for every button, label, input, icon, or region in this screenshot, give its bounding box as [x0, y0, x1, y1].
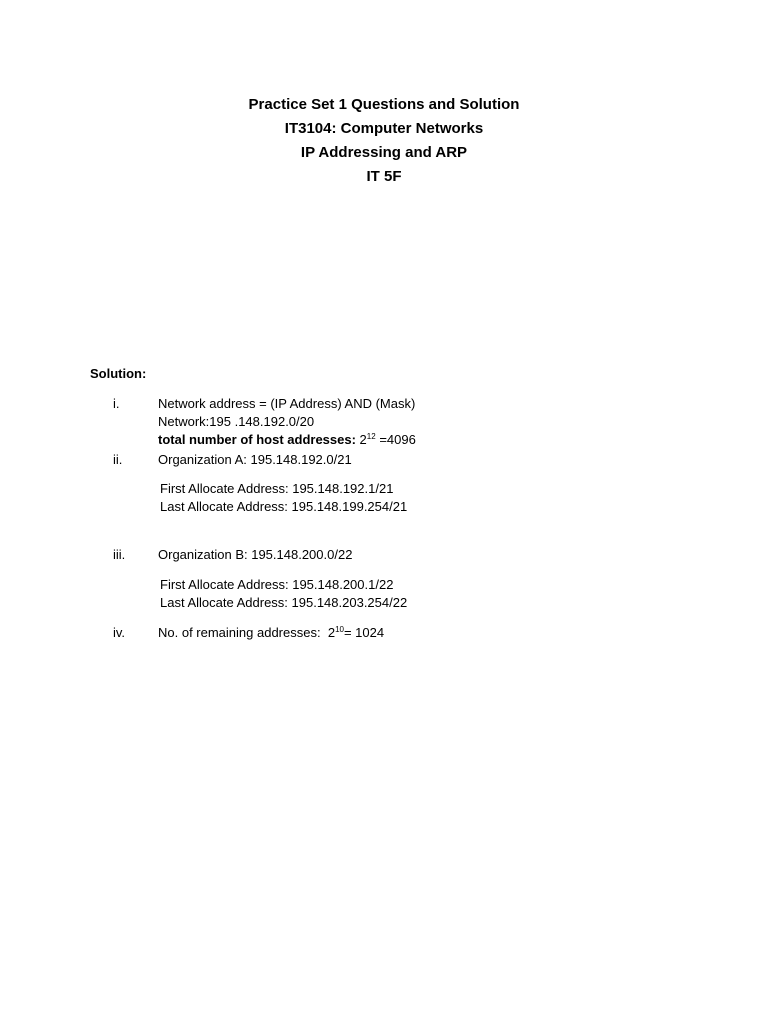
- solution-heading: Solution:: [90, 366, 147, 381]
- item-marker-iii: iii.: [113, 547, 126, 562]
- remaining-addresses-base: 2: [327, 625, 336, 640]
- organization-b: Organization B: 195.148.200.0/22: [158, 547, 353, 562]
- organization-b-first-address: First Allocate Address: 195.148.200.1/22: [160, 577, 394, 592]
- remaining-addresses-line: [158, 624, 384, 642]
- network-address-formula: Network address = (IP Address) AND (Mask): [158, 396, 416, 411]
- organization-a: Organization A: 195.148.192.0/21: [158, 452, 352, 467]
- remaining-addresses-value: = 1024: [343, 625, 385, 640]
- organization-a-first-address: First Allocate Address: 195.148.192.1/21: [160, 481, 394, 496]
- title-line-1: Practice Set 1 Questions and Solution: [248, 96, 520, 113]
- organization-a-last-address: Last Allocate Address: 195.148.199.254/21: [160, 499, 408, 514]
- document-title-block: [0, 93, 768, 189]
- title-line-2: IT3104: Computer Networks: [284, 120, 484, 137]
- host-count-value: =4096: [379, 432, 416, 447]
- item-marker-ii: ii.: [113, 452, 123, 467]
- item-marker-i: i.: [113, 396, 120, 411]
- organization-b-last-address: Last Allocate Address: 195.148.203.254/22: [160, 595, 408, 610]
- host-count-label: total number of host addresses:: [158, 432, 356, 447]
- title-line-3: IP Addressing and ARP: [300, 144, 468, 161]
- title-line-4: IT 5F: [366, 168, 402, 185]
- remaining-addresses-exponent: 10: [335, 625, 344, 634]
- item-marker-iv: iv.: [113, 625, 126, 640]
- host-count-base: 2: [359, 432, 367, 447]
- host-count-line: [158, 431, 416, 449]
- host-count-exponent: 12: [366, 432, 376, 441]
- network-value: Network:195 .148.192.0/20: [158, 414, 315, 429]
- remaining-addresses-label: No. of remaining addresses:: [158, 625, 321, 640]
